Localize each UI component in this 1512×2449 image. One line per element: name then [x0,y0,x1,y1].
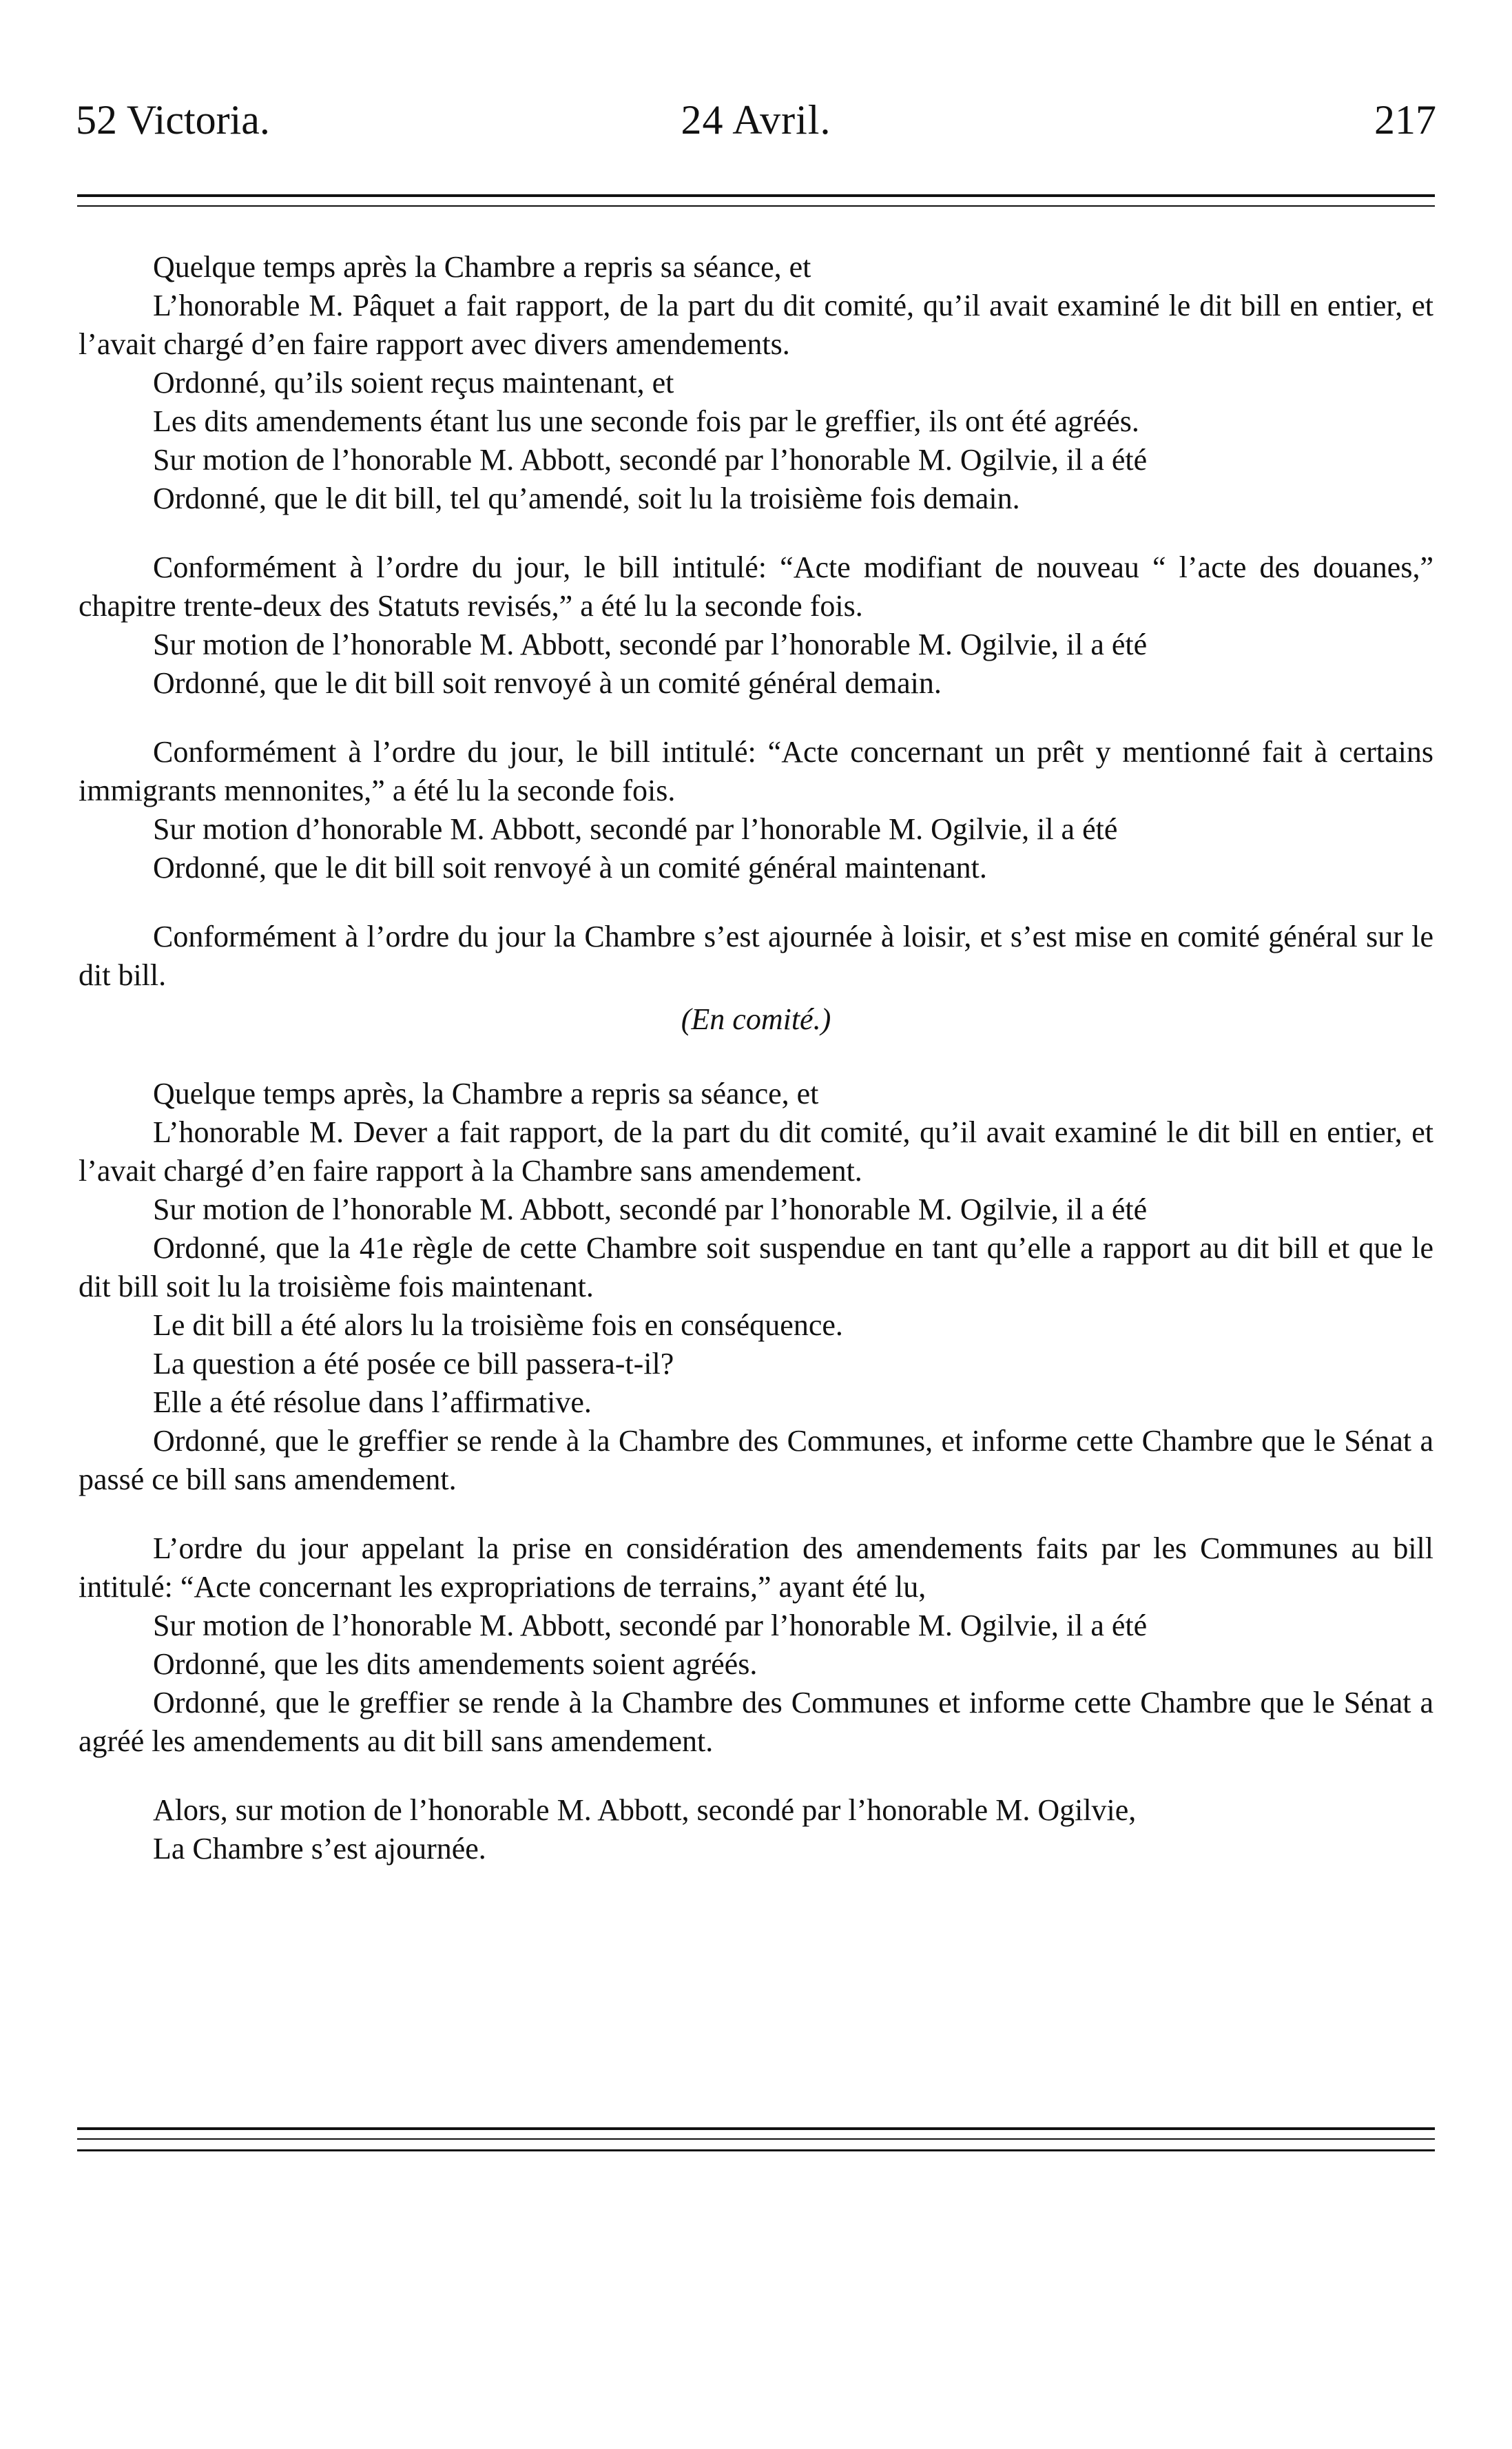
footer-rule [77,2127,1435,2140]
spacer [79,1761,1433,1791]
paragraph: Ordonné, que les dits amendements soient agréés. [153,1647,758,1681]
paragraph: Elle a été résolue dans l’affirmative. [153,1385,592,1419]
paragraph: L’honorable M. Pâquet a fait rapport, de la part du dit comité, qu’il avait examiné le dit bill en entier, et l’avait chargé d’en faire rapport avec divers amendements. [79,289,1433,361]
footer-rule-secondary [77,2149,1435,2151]
header-left: 52 Victoria. [76,97,270,143]
paragraph: Ordonné, que le dit bill soit renvoyé à un comité général demain. [153,666,942,700]
paragraph: La Chambre s’est ajournée. [153,1832,486,1866]
header-center: 24 Avril. [681,97,831,143]
paragraph: Sur motion de l’honorable M. Abbott, secondé par l’honorable M. Ogilvie, il a été [153,443,1148,477]
page-header [76,96,1436,158]
paragraph: Ordonné, que le dit bill soit renvoyé à un comité général maintenant. [153,851,987,885]
spacer [79,703,1433,733]
paragraph: La question a été posée ce bill passera-t-il? [153,1347,674,1381]
paragraph: Conformément à l’ordre du jour, le bill intitulé: “Acte concernant un prêt y mentionné fait à certains immigrants mennonites,” a été lu la seconde fois. [79,735,1433,807]
header-rule [77,194,1435,207]
paragraph: Le dit bill a été alors lu la troisième fois en conséquence. [153,1308,843,1342]
document-body [79,248,1433,1868]
paragraph: Ordonné, que le greffier se rende à la Chambre des Communes, et informe cette Chambre que le Sénat a passé ce bill sans amendement. [79,1424,1433,1496]
paragraph: Quelque temps après, la Chambre a repris sa séance, et [153,1077,819,1110]
spacer [79,1499,1433,1529]
spacer [79,1044,1433,1075]
paragraph: Sur motion de l’honorable M. Abbott, secondé par l’honorable M. Ogilvie, il a été [153,1609,1148,1642]
paragraph: Conformément à l’ordre du jour la Chambre s’est ajournée à loisir, et s’est mise en comité général sur le dit bill. [79,920,1433,992]
paragraph: Alors, sur motion de l’honorable M. Abbott, secondé par l’honorable M. Ogilvie, [153,1793,1137,1827]
paragraph: Sur motion de l’honorable M. Abbott, secondé par l’honorable M. Ogilvie, il a été [153,1192,1148,1226]
paragraph: Conformément à l’ordre du jour, le bill intitulé: “Acte modifiant de nouveau “ l’acte des douanes,” chapitre trente-deux des Statuts revisés,” a été lu la seconde fois. [79,550,1433,623]
paragraph: Les dits amendements étant lus une seconde fois par le greffier, ils ont été agréés. [153,404,1139,438]
page-number: 217 [1374,97,1436,143]
paragraph: Ordonné, que le dit bill, tel qu’amendé, soit lu la troisième fois demain. [153,482,1020,515]
spacer [79,518,1433,548]
paragraph: Ordonné, que le greffier se rende à la Chambre des Communes et informe cette Chambre que le Sénat a agréé les amendements au dit bill sans amendement. [79,1686,1433,1758]
paragraph: Ordonné, que la 41e règle de cette Chambre soit suspendue en tant qu’elle a rapport au dit bill et que le dit bill soit lu la troisième fois maintenant. [79,1231,1433,1303]
paragraph: Quelque temps après la Chambre a repris sa séance, et [153,250,811,284]
paragraph: L’honorable M. Dever a fait rapport, de la part du dit comité, qu’il avait examiné le dit bill en entier, et l’avait chargé d’en faire rapport à la Chambre sans amendement. [79,1115,1433,1188]
paragraph: Ordonné, qu’ils soient reçus maintenant, et [153,366,674,400]
committee-heading: (En comité.) [681,1002,831,1036]
paragraph: Sur motion d’honorable M. Abbott, secondé par l’honorable M. Ogilvie, il a été [153,812,1118,846]
paragraph: L’ordre du jour appelant la prise en considération des amendements faits par les Communes au bill intitulé: “Acte concernant les expropriations de terrains,” ayant été lu, [79,1531,1433,1604]
paragraph: Sur motion de l’honorable M. Abbott, secondé par l’honorable M. Ogilvie, il a été [153,628,1148,661]
spacer [79,887,1433,918]
